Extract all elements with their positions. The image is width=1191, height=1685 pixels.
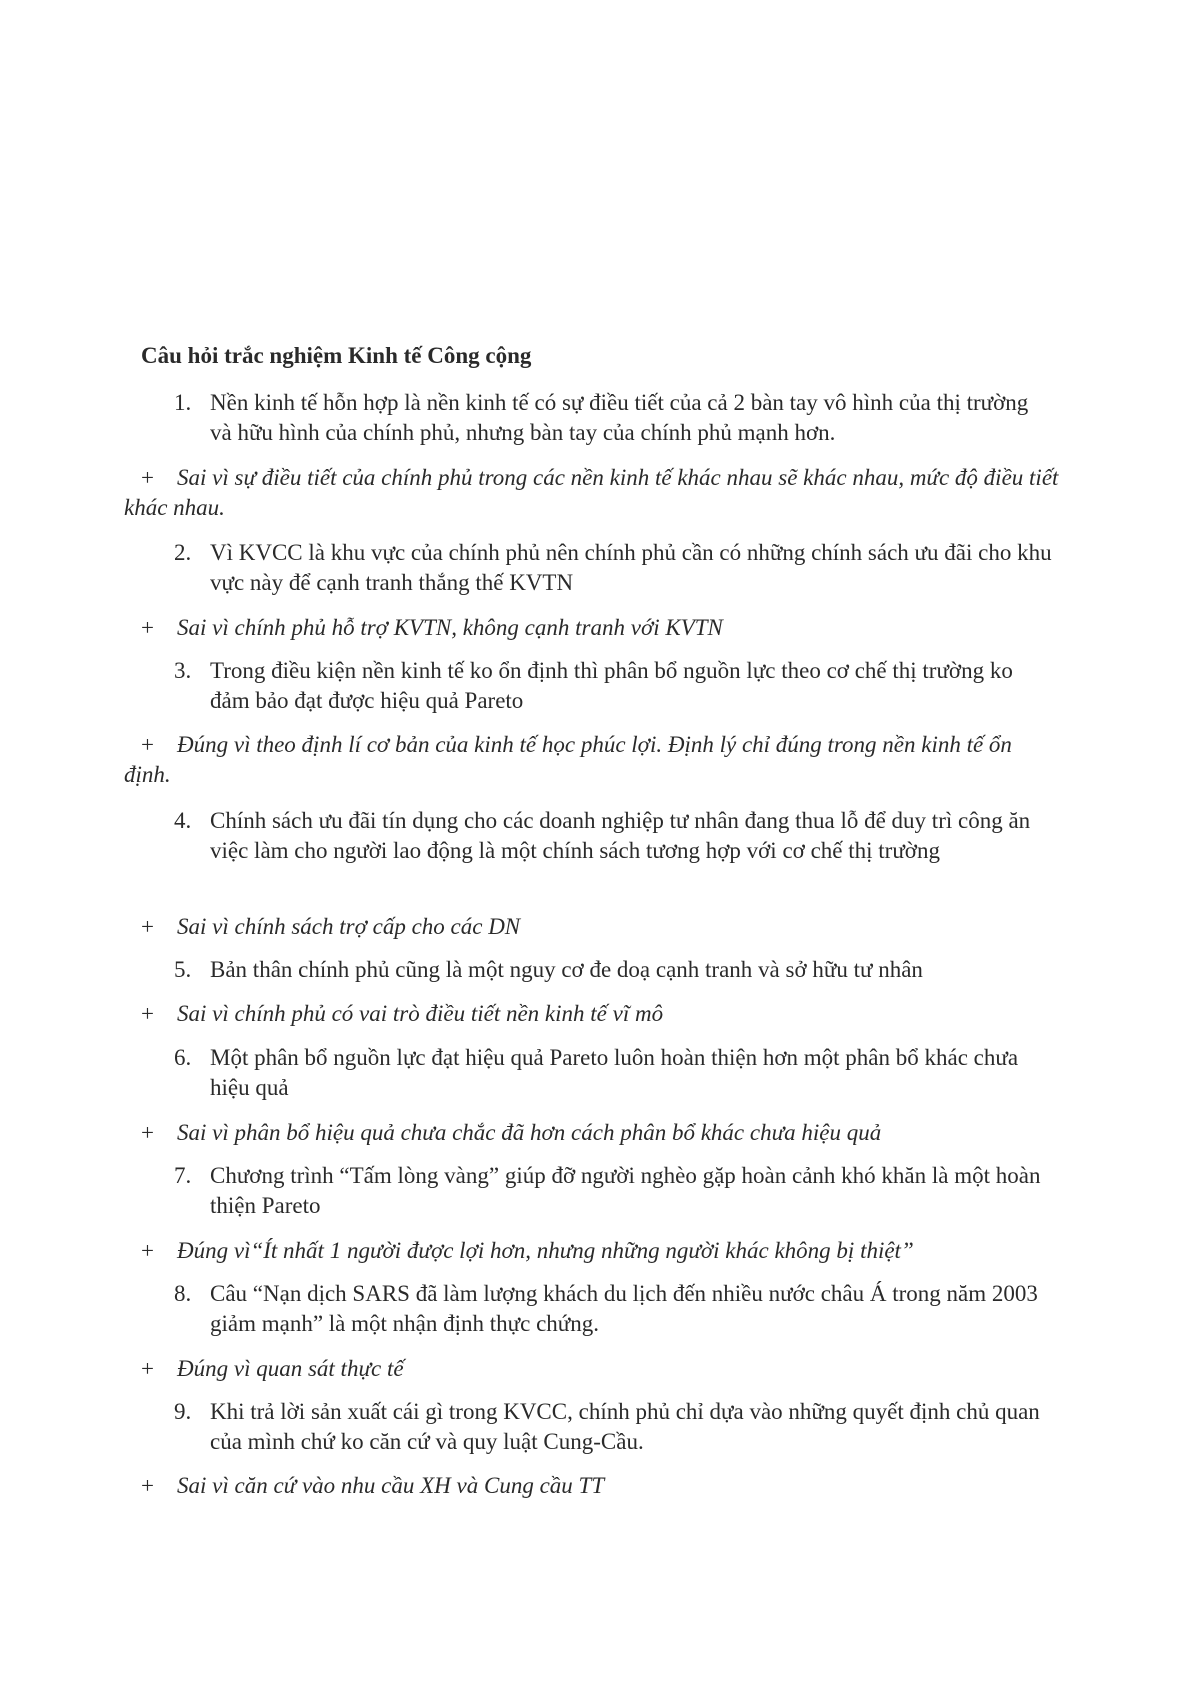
answer-5 <box>124 999 1064 1029</box>
answer-text: Sai vì chính phủ hỗ trợ KVTN, không cạnh tranh với KVTN <box>177 615 723 640</box>
bullet-plus: + <box>141 465 154 490</box>
answer-text: Đúng vì theo định lí cơ bản của kinh tế học phúc lợi. Định lý chỉ đúng trong nền kinh tế ổn định. <box>124 732 1012 787</box>
answer-8 <box>124 1354 1064 1384</box>
question-9 <box>174 1397 1054 1457</box>
question-number: 9. <box>174 1399 192 1424</box>
answer-7 <box>124 1236 1064 1266</box>
answer-1 <box>124 463 1064 523</box>
question-text: Chương trình “Tấm lòng vàng” giúp đỡ người nghèo gặp hoàn cảnh khó khăn là một hoàn thiện Pareto <box>210 1163 1041 1218</box>
question-number: 7. <box>174 1163 192 1188</box>
bullet-plus: + <box>141 732 154 757</box>
question-text: Khi trả lời sản xuất cái gì trong KVCC, chính phủ chỉ dựa vào những quyết định chủ quan của mình chứ ko căn cứ và quy luật Cung-Cầu. <box>210 1399 1040 1454</box>
question-3 <box>174 656 1054 716</box>
answer-6 <box>124 1118 1064 1148</box>
question-text: Bản thân chính phủ cũng là một nguy cơ đe doạ cạnh tranh và sở hữu tư nhân <box>210 957 923 982</box>
answer-text: Sai vì chính sách trợ cấp cho các DN <box>177 914 521 939</box>
question-text: Một phân bổ nguồn lực đạt hiệu quả Pareto luôn hoàn thiện hơn một phân bổ khác chưa hiệu quả <box>210 1045 1019 1100</box>
answer-text: Sai vì chính phủ có vai trò điều tiết nền kinh tế vĩ mô <box>177 1001 664 1026</box>
page-title: Câu hỏi trắc nghiệm Kinh tế Công cộng <box>141 343 532 368</box>
bullet-plus: + <box>141 1473 154 1498</box>
answer-text: Sai vì phân bổ hiệu quả chưa chắc đã hơn cách phân bổ khác chưa hiệu quả <box>177 1120 882 1145</box>
answer-text: Đúng vì“Ít nhất 1 người được lợi hơn, nhưng những người khác không bị thiệt” <box>177 1238 914 1263</box>
bullet-plus: + <box>141 1001 154 1026</box>
question-number: 2. <box>174 540 192 565</box>
question-text: Chính sách ưu đãi tín dụng cho các doanh nghiệp tư nhân đang thua lỗ để duy trì công ăn việc làm cho người lao động là một chính sách tương hợp với cơ chế thị trường <box>210 808 1031 863</box>
question-text: Câu “Nạn dịch SARS đã làm lượng khách du lịch đến nhiều nước châu Á trong năm 2003 giảm mạnh” là một nhận định thực chứng. <box>210 1281 1038 1336</box>
answer-text: Sai vì sự điều tiết của chính phủ trong các nền kinh tế khác nhau sẽ khác nhau, mức độ điều tiết khác nhau. <box>124 465 1059 520</box>
question-number: 6. <box>174 1045 192 1070</box>
question-1 <box>174 388 1054 448</box>
question-number: 8. <box>174 1281 192 1306</box>
answer-text: Sai vì căn cứ vào nhu cầu XH và Cung cầu TT <box>177 1473 605 1498</box>
question-8 <box>174 1279 1054 1339</box>
answer-text: Đúng vì quan sát thực tế <box>177 1356 404 1381</box>
answer-3 <box>124 730 1064 790</box>
question-number: 3. <box>174 658 192 683</box>
question-text: Trong điều kiện nền kinh tế ko ổn định thì phân bổ nguồn lực theo cơ chế thị trường ko đảm bảo đạt được hiệu quả Pareto <box>210 658 1013 713</box>
question-5 <box>174 955 1054 985</box>
question-7 <box>174 1161 1054 1221</box>
question-number: 1. <box>174 390 192 415</box>
bullet-plus: + <box>141 615 154 640</box>
answer-4 <box>124 912 1064 942</box>
question-text: Nền kinh tế hỗn hợp là nền kinh tế có sự điều tiết của cả 2 bàn tay vô hình của thị trường và hữu hình của chính phủ, nhưng bàn tay của chính phủ mạnh hơn. <box>210 390 1029 445</box>
question-number: 4. <box>174 808 192 833</box>
answer-2 <box>124 613 1064 643</box>
bullet-plus: + <box>141 1120 154 1145</box>
question-number: 5. <box>174 957 192 982</box>
bullet-plus: + <box>141 1238 154 1263</box>
question-4 <box>174 806 1054 866</box>
bullet-plus: + <box>141 1356 154 1381</box>
question-text: Vì KVCC là khu vực của chính phủ nên chính phủ cần có những chính sách ưu đãi cho khu vực này để cạnh tranh thắng thế KVTN <box>210 540 1052 595</box>
answer-9 <box>124 1471 1064 1501</box>
question-2 <box>174 538 1054 598</box>
bullet-plus: + <box>141 914 154 939</box>
question-6 <box>174 1043 1054 1103</box>
